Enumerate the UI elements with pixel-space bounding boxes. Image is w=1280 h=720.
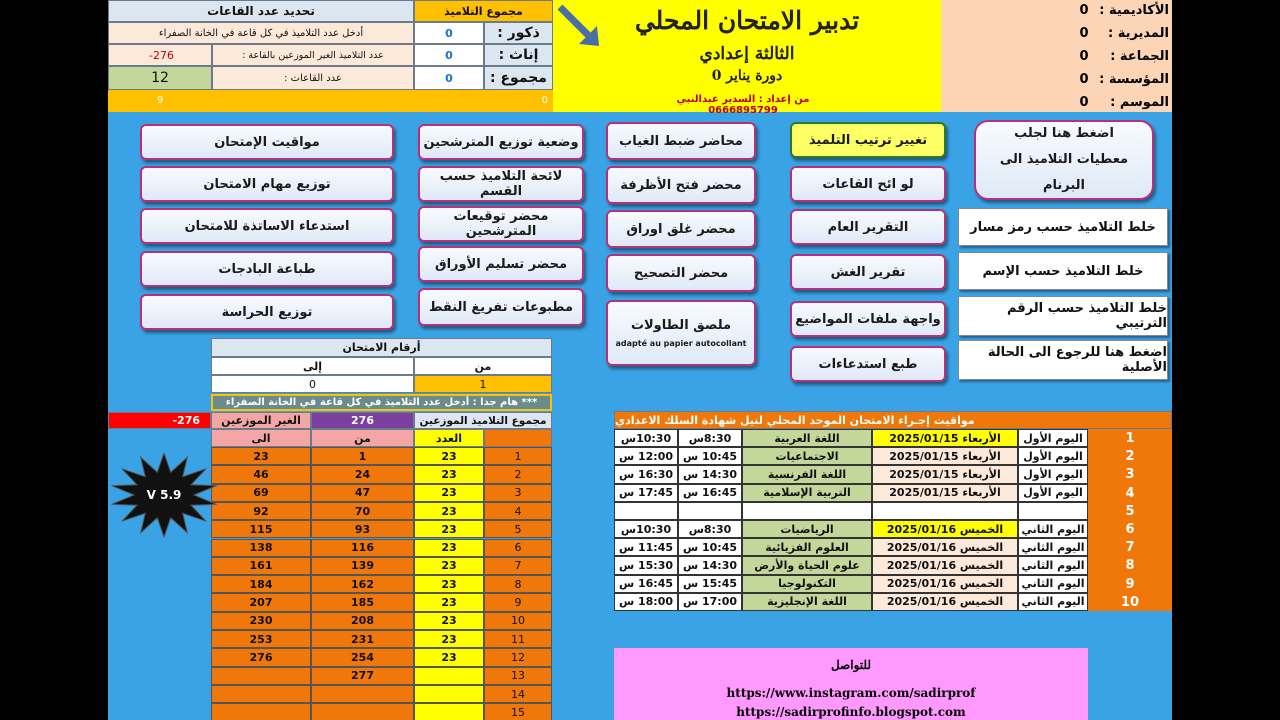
sched-number: 10 [1120,594,1140,610]
mix-by-number-button[interactable]: خلط التلاميذ حسب الرقم الترتيبي [958,296,1168,336]
page-subtitle: الثالثة إعدادي [699,44,795,64]
sched-date-cell: الأربعاء 2025/01/15 [872,484,1018,502]
status-small-right: 0 [541,95,548,106]
sched-day-cell: اليوم الأول [1018,429,1088,447]
dist-room-cell: 5 [484,520,552,538]
sched-subject-cell: التكنولوجيا [742,575,872,593]
dist-room-cell: 10 [484,612,552,630]
candidates-distribution-button[interactable]: وضعية توزيع المترشحين [418,124,584,160]
sched-subject-cell: العلوم الفزيائية [742,538,872,556]
sched-date-cell: الأربعاء 2025/01/15 [872,465,1018,483]
dist-count-input[interactable]: 23 [414,557,484,575]
dist-from-cell: 162 [311,575,414,593]
dist-room-cell: 2 [484,465,552,483]
sched-day-cell [1018,502,1088,520]
dist-to-cell: 276 [211,648,311,666]
sched-number: 3 [1125,467,1135,483]
important-note: *** هام جدا : أدخل عدد التلاميذ في كل قاعة في الخانة الصفراء [211,394,552,411]
dist-count-input[interactable]: 23 [414,648,484,666]
contact-title: للتواصل [830,658,872,672]
exam-numbers-from-label: من [414,357,552,375]
sched-date-cell: الأربعاء 2025/01/15 [872,429,1018,447]
table-stickers-note: adapté au papier autocollant [615,339,747,348]
sched-number: 1 [1125,431,1135,446]
admin-info-label: الموسم : [1110,95,1169,110]
dist-room-cell: 9 [484,593,552,611]
teacher-summons-button[interactable]: استدعاء الاساتذة للامتحان [140,208,394,244]
rooms-hint: أدخل عدد التلاميذ في كل قاعة في الخانة الصفراء [108,22,414,44]
version-starburst [108,452,218,538]
total-students-label: مجموع : [484,66,553,90]
sched-day-cell: اليوم الأول [1018,465,1088,483]
sched-end-cell: 12:00 س [614,447,678,465]
sched-number: 7 [1125,540,1135,556]
col-from-header: من [311,429,414,447]
sched-start-cell: 10:45 س [678,447,742,465]
sched-day-cell: اليوم الثاني [1018,538,1088,556]
dist-from-cell: 47 [311,484,414,502]
change-student-order-button[interactable]: تغيير ترتيب التلميذ [790,122,946,158]
sched-end-cell: 15:30 س [614,556,678,574]
sched-subject-cell: التربية الإسلامية [742,484,872,502]
admin-info-row [941,92,1172,114]
dist-from-cell: 93 [311,520,414,538]
undistributed-total-badge: -276 [108,412,211,429]
males-label: ذكور : [484,22,553,44]
dist-room-cell: 3 [484,484,552,502]
sched-start-cell: 14:30 س [678,465,742,483]
sched-end-cell: 17:45 س [614,484,678,502]
dist-room-cell: 12 [484,648,552,666]
papers-handover-button[interactable]: محضر تسليم الأوراق [418,246,584,282]
admin-info-value[interactable]: 0 [1079,49,1089,64]
grades-forms-button[interactable]: مطبوعات تفريغ النقط [418,288,584,326]
admin-info-value[interactable]: 0 [1079,72,1089,87]
sched-day-cell: اليوم الثاني [1018,575,1088,593]
admin-info-row [941,46,1172,68]
sched-start-cell: 8:30س [678,429,742,447]
sched-date-cell: الخميس 2025/01/16 [872,593,1018,611]
sched-date-cell [872,502,1018,520]
title-banner [553,0,941,116]
dist-to-cell: 184 [211,575,311,593]
dist-from-cell: 24 [311,465,414,483]
admin-info-value[interactable]: 0 [1079,95,1089,110]
sched-subject-cell: اللغة الفرنسية [742,465,872,483]
instagram-link[interactable]: https://www.instagram.com/sadirprof [726,686,976,700]
dist-from-cell: 139 [311,557,414,575]
table-stickers-button[interactable] [606,300,756,366]
sched-end-cell: 10:30س [614,520,678,538]
sched-start-cell: 8:30س [678,520,742,538]
sched-start-cell: 14:30 س [678,556,742,574]
rooms-count-input[interactable]: 12 [108,66,212,90]
dist-room-cell: 14 [484,685,552,703]
sched-day-cell: اليوم الثاني [1018,520,1088,538]
sched-number: 5 [1125,503,1135,519]
prepared-by: من إعداد : السدير عبدالنبي 0666895799 [676,94,810,116]
sched-end-cell: 10:30س [614,429,678,447]
dist-to-cell: 115 [211,520,311,538]
sched-number: 6 [1125,522,1135,537]
absence-reports-button[interactable]: محاضر ضبط الغياب [606,122,756,160]
dist-to-cell [211,685,311,703]
sched-subject-cell: اللغة الإنجليزية [742,593,872,611]
dist-to-cell: 161 [211,557,311,575]
dist-to-cell: 23 [211,447,311,465]
mix-by-name-button[interactable]: خلط التلاميذ حسب الإسم [958,252,1168,290]
admin-info-row [941,23,1172,45]
sched-start-cell [678,502,742,520]
admin-info-label: الجماعة : [1110,49,1169,64]
dist-count-input[interactable] [414,667,484,685]
dist-room-cell: 8 [484,575,552,593]
exam-tasks-button[interactable]: توزيع مهام الامتحان [140,166,394,202]
dist-to-cell: 207 [211,593,311,611]
dist-count-input[interactable]: 23 [414,539,484,557]
dist-from-cell: 1 [311,447,414,465]
dist-room-cell: 11 [484,630,552,648]
sched-end-cell: 18:00 س [614,593,678,611]
dist-count-input[interactable] [414,685,484,703]
dist-to-cell: 46 [211,465,311,483]
subject-files-button[interactable]: واجهة ملفات المواضيع [790,301,946,337]
print-badges-button[interactable]: طباعة البادجات [140,251,394,287]
exam-schedule-button[interactable]: مواقيت الإمتحان [140,124,394,160]
blog-link[interactable]: https://sadirprofinfo.blogspot.com [736,705,966,719]
undistributed-header: الغير الموزعين [211,412,311,429]
sched-start-cell: 16:45 س [678,484,742,502]
sched-day-cell: اليوم الأول [1018,447,1088,465]
sched-start-cell: 15:45 س [678,575,742,593]
males-value[interactable]: 0 [414,22,484,44]
distributed-total: 276 [311,412,414,429]
table-stickers-label: ملصق الطاولات [630,318,732,333]
exam-numbers-title: أرقام الامتحان [211,338,552,357]
admin-info-panel [941,0,1172,112]
status-small-left: 9 [157,95,164,106]
dist-count-input[interactable]: 23 [414,465,484,483]
dist-from-cell: 277 [311,667,414,685]
undistributed-in-rooms-value[interactable]: -276 [108,44,212,66]
rooms-header: تحديد عدد القاعات [108,0,414,22]
dist-room-cell: 15 [484,703,552,720]
dist-to-cell: 230 [211,612,311,630]
distributed-header: مجموع التلاميذ الموزعين [414,412,552,429]
page-title: تدبير الامتحان المحلي [634,6,860,35]
dist-to-cell: 69 [211,484,311,502]
dist-from-cell [311,685,414,703]
restore-original-button[interactable]: اضغط هنا للرجوع الى الحالة الأصلية [958,340,1168,380]
schedule-title: مواقيت إجـراء الامتحان الموحد المحلي لنيل شهادة السلك الاعدادي [614,411,1172,429]
dist-count-input[interactable]: 23 [414,484,484,502]
correction-report-button[interactable]: محضر التصحيح [606,254,756,292]
females-label: إناث : [484,44,553,66]
dist-to-cell: 92 [211,502,311,520]
admin-info-label: المؤسسة : [1099,72,1169,87]
exam-numbers-to-label: إلى [211,357,414,375]
sched-number: 9 [1125,576,1135,592]
students-total-header: مجموع التلاميذ [414,0,553,22]
dist-from-cell: 70 [311,502,414,520]
exam-numbers-to-value[interactable]: 0 [211,375,414,393]
total-students-value[interactable]: 0 [414,66,484,90]
admin-info-label: المديرية : [1107,26,1169,41]
sched-day-cell: اليوم الثاني [1018,593,1088,611]
spreadsheet-sheet [108,0,1172,720]
sched-subject-cell: الاجتماعيات [742,447,872,465]
dist-room-cell: 6 [484,539,552,557]
dist-count-input[interactable]: 23 [414,593,484,611]
admin-info-value[interactable]: 0 [1079,26,1089,41]
papers-closing-button[interactable]: محضر غلق اوراق [606,210,756,248]
dist-to-cell [211,667,311,685]
version-label: V 5.9 [146,488,182,502]
signatures-report-button[interactable]: محضر توقيعات المترشحين [418,206,584,242]
sched-date-cell: الخميس 2025/01/16 [872,556,1018,574]
admin-info-row [941,69,1172,91]
sched-date-cell: الأربعاء 2025/01/15 [872,447,1018,465]
sched-end-cell: 16:45 س [614,575,678,593]
sched-day-cell: اليوم الثاني [1018,556,1088,574]
dist-from-cell [311,703,414,720]
dist-room-cell: 7 [484,557,552,575]
envelopes-opening-button[interactable]: محضر فتح الأظرفة [606,166,756,204]
dist-count-input[interactable]: 23 [414,502,484,520]
sched-subject-cell [742,502,872,520]
rooms-status-bar [108,90,553,112]
exam-numbers-from-input[interactable]: 1 [414,375,552,393]
dist-from-cell: 231 [311,630,414,648]
col-count-header: العدد [414,429,484,447]
sched-date-cell: الخميس 2025/01/16 [872,538,1018,556]
sched-subject-cell: علوم الحياة والأرض [742,556,872,574]
dist-count-input[interactable]: 23 [414,630,484,648]
admin-info-label: الأكاديمية : [1099,3,1169,18]
dist-count-input[interactable]: 23 [414,447,484,465]
sched-subject-cell: اللغة العربية [742,429,872,447]
col-room-header [484,429,552,447]
dist-room-cell: 13 [484,667,552,685]
females-value[interactable]: 0 [414,44,484,66]
dist-room-cell: 4 [484,502,552,520]
import-students-button[interactable]: اضغط هنا لجلب معطيات التلاميذ الى البرنام [974,120,1154,200]
sched-date-cell: الخميس 2025/01/16 [872,575,1018,593]
admin-info-value[interactable]: 0 [1079,3,1089,18]
rooms-count-label: عدد القاعات : [212,66,414,90]
contact-panel [614,648,1088,720]
dist-count-input[interactable]: 23 [414,575,484,593]
sched-date-cell: الخميس 2025/01/16 [872,520,1018,538]
room-lists-button[interactable]: لو ائح القاعات [790,166,946,202]
print-summons-button[interactable]: طبع استدعاءات [790,346,946,382]
sched-number: 4 [1125,485,1135,501]
undistributed-in-rooms-label: عدد التلاميذ الغير الموزعين بالقاعة : [212,44,414,66]
dist-count-input[interactable]: 23 [414,520,484,538]
dist-from-cell: 116 [311,539,414,557]
sched-number: 2 [1125,449,1135,465]
sched-number: 8 [1125,558,1135,574]
sched-day-cell: اليوم الأول [1018,484,1088,502]
sched-end-cell: 16:30 س [614,465,678,483]
sched-end-cell: 11:45 س [614,538,678,556]
general-report-button[interactable]: التقرير العام [790,209,946,245]
cheating-report-button[interactable]: تقرير الغش [790,254,946,290]
dist-from-cell: 208 [311,612,414,630]
sched-start-cell: 17:00 س [678,593,742,611]
guard-distribution-button[interactable]: توزيع الحراسة [140,294,394,330]
session-label: دورة يناير 0 [711,68,783,84]
dist-to-cell: 138 [211,539,311,557]
dist-from-cell: 254 [311,648,414,666]
dist-count-input[interactable] [414,703,484,720]
dist-count-input[interactable]: 23 [414,612,484,630]
students-by-class-button[interactable]: لائحة التلاميذ حسب القسم [418,166,584,202]
sched-start-cell: 10:45 س [678,538,742,556]
dist-room-cell: 1 [484,447,552,465]
admin-info-row [941,0,1172,22]
dist-from-cell: 185 [311,593,414,611]
sched-subject-cell: الرياضيات [742,520,872,538]
dist-to-cell: 253 [211,630,311,648]
mix-by-massar-button[interactable]: خلط التلاميذ حسب رمز مسار [958,208,1168,246]
sched-end-cell [614,502,678,520]
dist-to-cell [211,703,311,720]
col-to-header: الى [211,429,311,447]
